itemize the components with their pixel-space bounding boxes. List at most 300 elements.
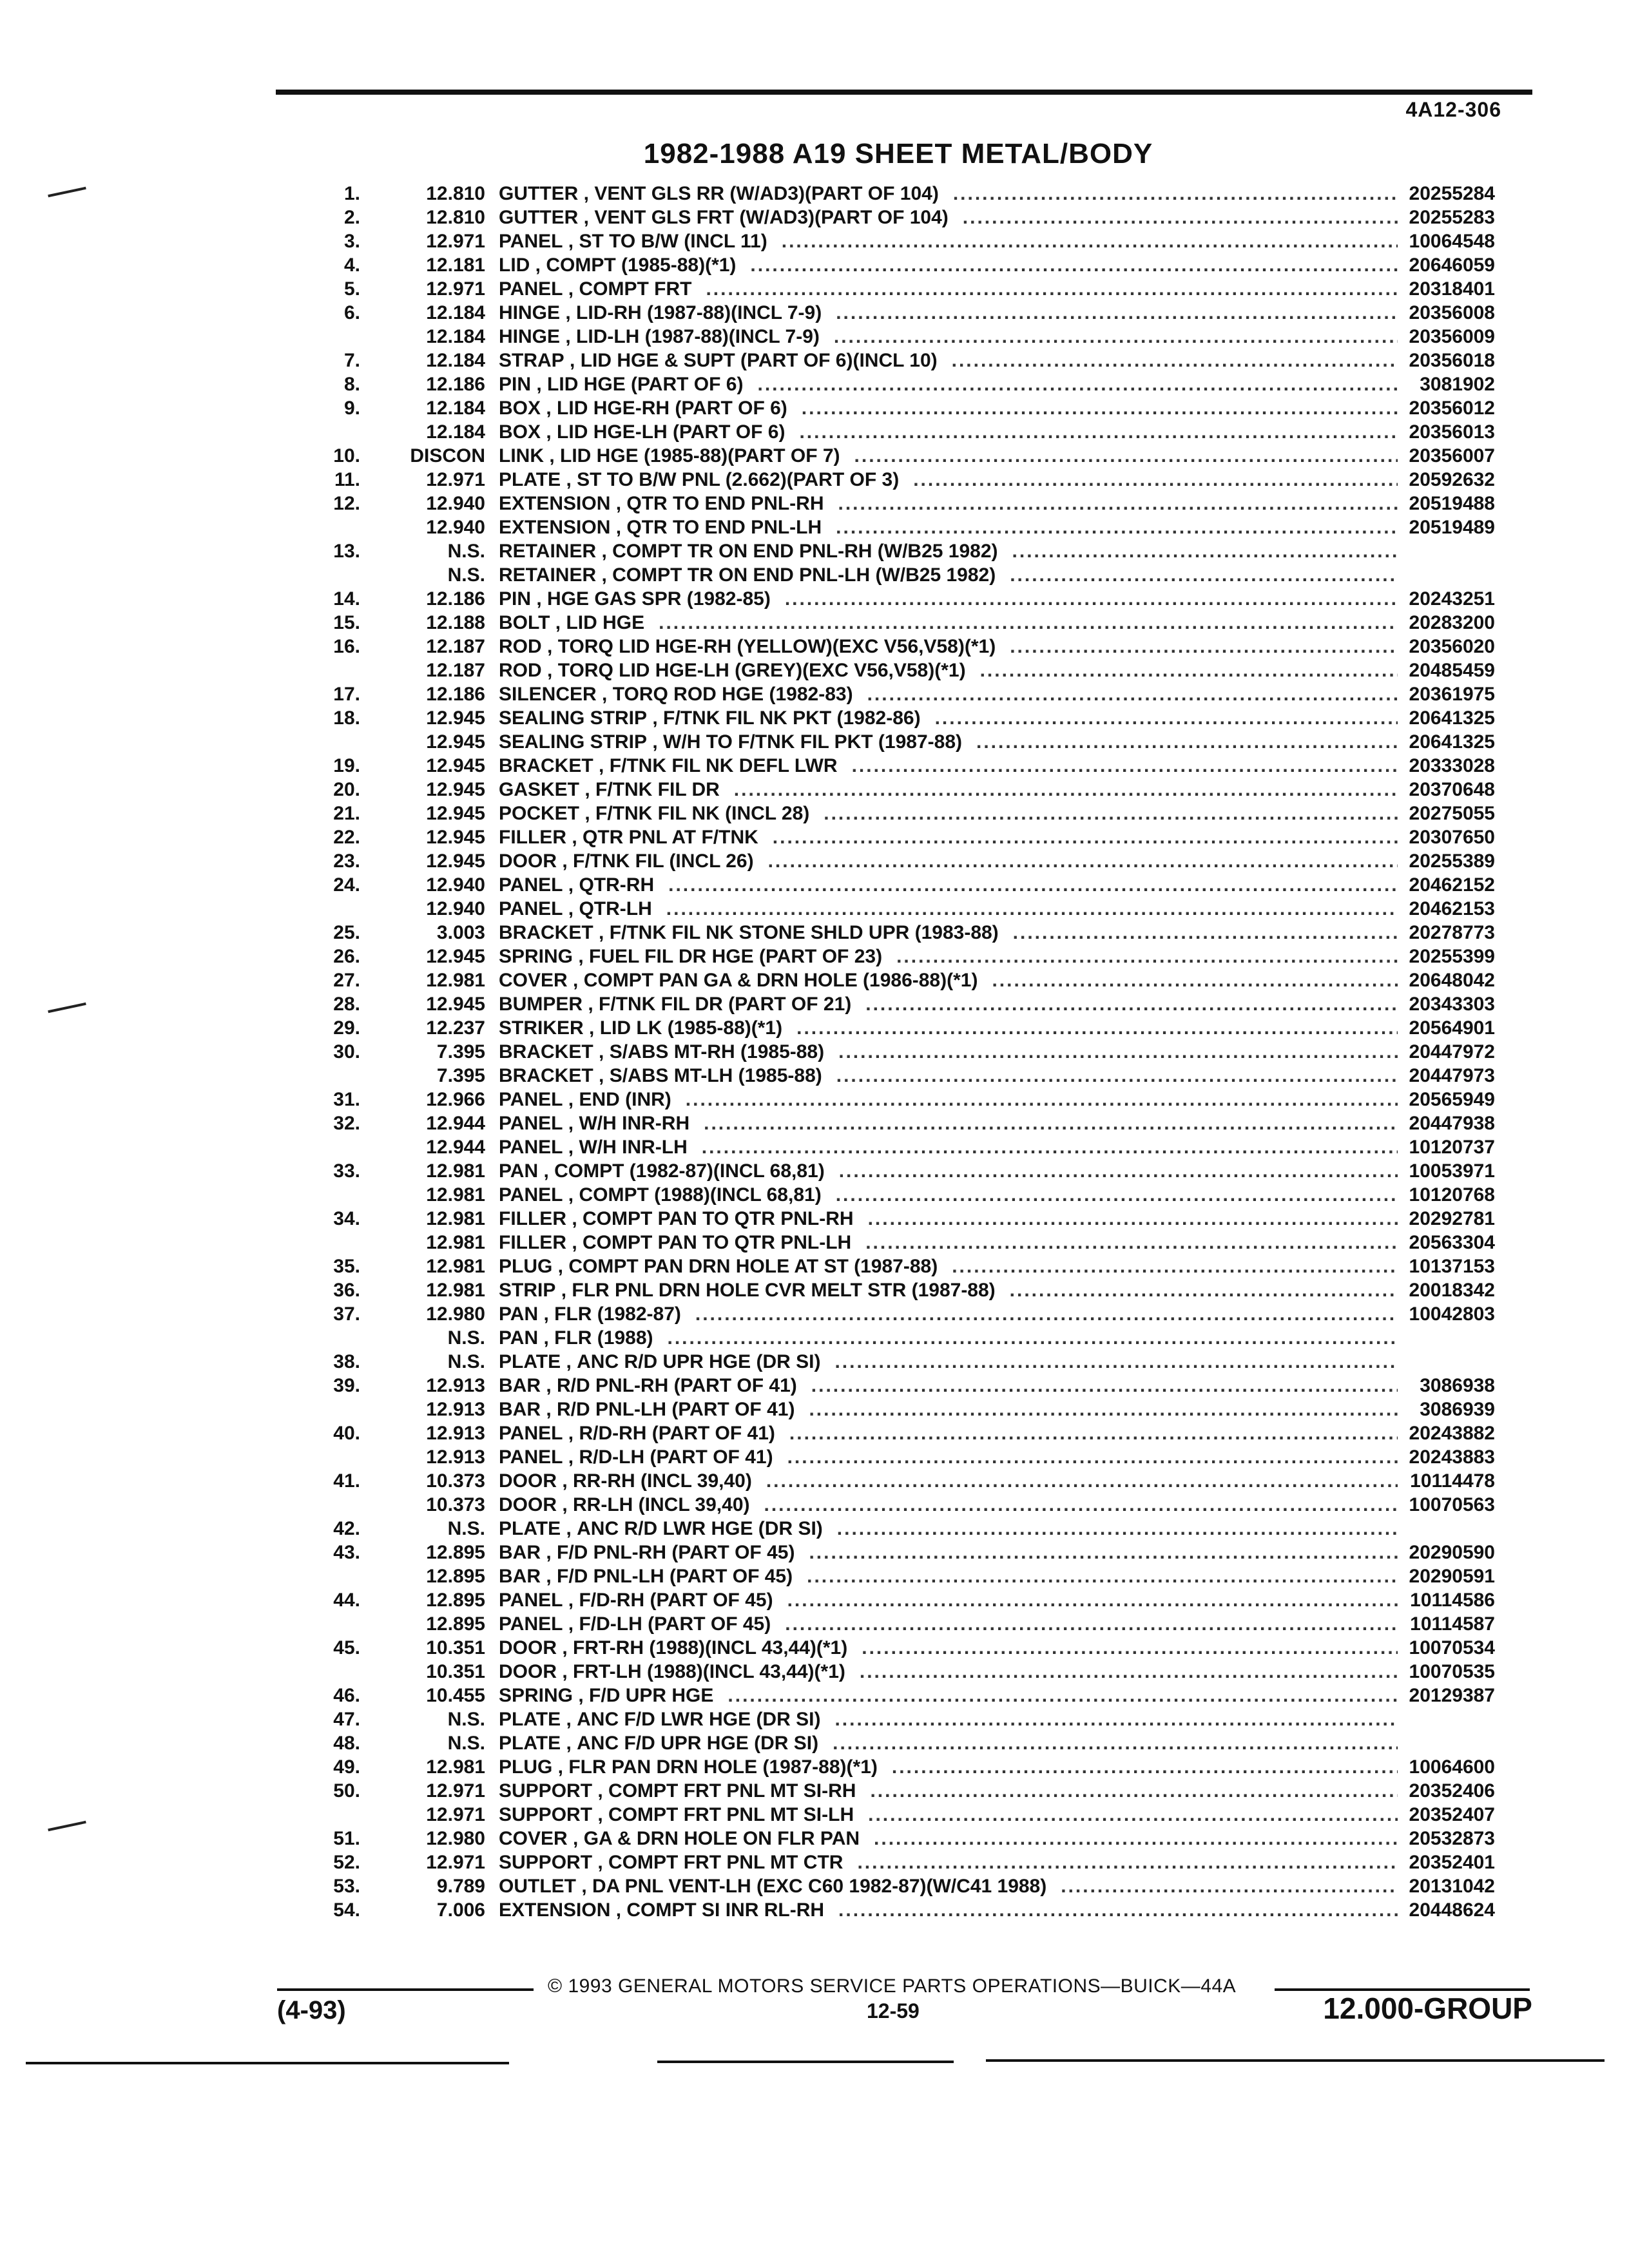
part-detail: RR-RH (INCL 39,40) (573, 1470, 752, 1492)
part-detail: F/TNK FIL NK PKT (1982-86) (663, 707, 921, 729)
part-row (0, 1707, 1629, 1731)
part-description (499, 372, 1398, 396)
part-number: 20462153 (1409, 898, 1495, 919)
dot-leader (837, 1517, 1398, 1541)
part-row (0, 1803, 1629, 1827)
part-name: BRACKET (499, 922, 593, 943)
group-number: 7.395 (436, 1065, 485, 1086)
part-description (499, 444, 1398, 468)
part-number: 10137153 (1409, 1256, 1495, 1277)
part-number: 10042803 (1409, 1303, 1495, 1325)
group-number: 12.186 (426, 684, 485, 705)
item-number: 51. (333, 1828, 360, 1849)
dot-leader (838, 1898, 1398, 1922)
part-description (499, 968, 1398, 992)
group-number: 12.184 (426, 398, 485, 419)
part-number: 20646059 (1409, 255, 1495, 276)
group-number: 12.895 (426, 1613, 485, 1635)
separator: , (583, 994, 599, 1015)
page-code: 4A12-306 (1405, 98, 1501, 121)
part-name: POCKET (499, 803, 580, 824)
dot-leader (868, 1207, 1398, 1231)
part-detail: QTR-LH (579, 898, 652, 919)
part-row (0, 1827, 1629, 1850)
part-detail: F/TNK FIL DR (595, 779, 720, 800)
dot-leader (854, 444, 1398, 468)
part-detail: COMPT PAN TO QTR PNL-LH (583, 1232, 852, 1253)
part-row (0, 1541, 1629, 1564)
separator: , (557, 1470, 574, 1492)
dot-leader (666, 897, 1398, 921)
part-name: GUTTER (499, 207, 579, 228)
dot-leader (1061, 1874, 1398, 1898)
dot-leader (1010, 1278, 1398, 1302)
part-name: PANEL (499, 1590, 563, 1611)
separator: , (592, 1780, 609, 1802)
item-number: 26. (333, 946, 360, 967)
item-number: 32. (333, 1113, 360, 1134)
part-detail: COMPT TR ON END PNL-RH (W/B25 1982) (612, 541, 998, 562)
dot-leader (668, 873, 1398, 897)
part-detail: S/ABS MT-RH (1985-88) (609, 1041, 825, 1062)
dot-leader (757, 372, 1398, 396)
item-number: 43. (333, 1542, 360, 1563)
part-row (0, 754, 1629, 778)
part-row (0, 1874, 1629, 1898)
part-name: PIN (499, 588, 532, 610)
part-description (499, 1159, 1398, 1183)
part-description (499, 1779, 1398, 1803)
part-detail: S/ABS MT-LH (1985-88) (609, 1065, 822, 1086)
separator: , (610, 517, 627, 538)
part-detail: LID HGE-LH (PART OF 6) (557, 421, 786, 443)
item-number: 5. (343, 278, 360, 300)
dot-leader (750, 253, 1398, 277)
separator: , (541, 1566, 557, 1587)
separator: , (538, 1160, 555, 1182)
part-description (499, 945, 1398, 968)
part-row (0, 1278, 1629, 1302)
item-number: 10. (333, 445, 360, 466)
part-name: BAR (499, 1542, 541, 1563)
part-detail: COMPT (1988)(INCL 68,81) (579, 1184, 822, 1206)
item-number: 29. (333, 1017, 360, 1039)
dot-leader (785, 1612, 1398, 1636)
item-number: 48. (333, 1733, 360, 1754)
group-number: 12.971 (426, 278, 485, 300)
dot-leader (768, 849, 1398, 873)
part-number: 10114478 (1410, 1470, 1495, 1492)
part-row (0, 802, 1629, 825)
group-number: 12.940 (426, 898, 485, 919)
item-number: 16. (333, 636, 360, 657)
dot-leader (862, 1636, 1398, 1660)
separator: , (579, 779, 596, 800)
part-detail: LID LK (1985-88)(*1) (599, 1017, 783, 1039)
part-number: 20448624 (1409, 1899, 1495, 1921)
part-description (499, 1731, 1398, 1755)
group-number: 12.971 (426, 231, 485, 252)
part-description (499, 992, 1398, 1016)
part-row (0, 1493, 1629, 1517)
dot-leader (980, 658, 1398, 682)
item-number: 42. (333, 1518, 360, 1539)
group-number: 12.981 (426, 1184, 485, 1206)
separator: , (552, 1256, 569, 1277)
part-description (499, 229, 1398, 253)
part-name: PLATE (499, 1709, 561, 1730)
part-detail: F/D PNL-LH (PART OF 45) (557, 1566, 793, 1587)
part-number: 20356008 (1409, 302, 1495, 323)
part-row (0, 945, 1629, 968)
part-row (0, 468, 1629, 492)
separator: , (566, 1232, 583, 1253)
revision-date: (4-93) (277, 1996, 346, 2024)
part-row (0, 1350, 1629, 1374)
group-number: 12.971 (426, 1804, 485, 1825)
part-name: BRACKET (499, 755, 593, 776)
group-number: 12.945 (426, 850, 485, 872)
separator: , (564, 350, 581, 371)
part-number: 20131042 (1409, 1876, 1495, 1897)
part-description (499, 778, 1398, 802)
dot-leader (787, 1445, 1398, 1469)
part-name: GASKET (499, 779, 580, 800)
group-number: 12.981 (426, 970, 485, 991)
item-number: 3. (343, 231, 360, 252)
part-description (499, 206, 1398, 229)
part-row (0, 873, 1629, 897)
part-detail: COMPT FRT PNL MT SI-RH (608, 1780, 856, 1802)
part-name: PANEL (499, 278, 563, 300)
separator: , (576, 1876, 593, 1897)
part-name: PLATE (499, 1733, 561, 1754)
separator: , (596, 541, 613, 562)
group-number: 12.945 (426, 755, 485, 776)
footer-rule-left (277, 1988, 534, 1991)
separator: , (578, 207, 595, 228)
part-detail: ST TO B/W PNL (2.662)(PART OF 3) (577, 469, 900, 490)
separator: , (561, 1733, 577, 1754)
part-number: 20447973 (1409, 1065, 1495, 1086)
part-number: 20290591 (1409, 1566, 1495, 1587)
group-number: 10.373 (426, 1470, 485, 1492)
page-title (0, 138, 1629, 170)
group-number: N.S. (447, 564, 485, 586)
part-detail: ANC F/D UPR HGE (DR SI) (577, 1733, 819, 1754)
part-description (499, 1660, 1398, 1684)
part-row (0, 325, 1629, 349)
part-detail: FLR PNL DRN HOLE CVR MELT STR (1987-88) (572, 1280, 996, 1301)
group-number: 12.971 (426, 1852, 485, 1873)
part-number: 10114586 (1410, 1590, 1495, 1611)
part-row (0, 1064, 1629, 1088)
part-detail: ANC F/D LWR HGE (DR SI) (577, 1709, 821, 1730)
part-number: 20292781 (1409, 1208, 1495, 1229)
part-description (499, 1564, 1398, 1588)
dot-leader (896, 945, 1398, 968)
part-detail: FLR PAN DRN HOLE (1987-88)(*1) (568, 1756, 878, 1778)
separator: , (557, 850, 574, 872)
dot-leader (834, 1707, 1398, 1731)
separator: , (563, 1184, 579, 1206)
group-number: 12.187 (426, 660, 485, 681)
dot-leader (789, 1421, 1398, 1445)
dot-leader (860, 1660, 1398, 1684)
part-description (499, 420, 1398, 444)
part-number: 20243883 (1409, 1446, 1495, 1468)
part-detail: QTR TO END PNL-LH (626, 517, 822, 538)
part-number: 20356007 (1409, 445, 1495, 466)
part-detail: GA & DRN HOLE ON FLR PAN (583, 1828, 860, 1849)
part-description (499, 825, 1398, 849)
part-row (0, 1421, 1629, 1445)
dot-leader (867, 682, 1398, 706)
dot-leader (824, 802, 1398, 825)
part-row (0, 1517, 1629, 1541)
group-number: 12.810 (426, 183, 485, 204)
part-row (0, 563, 1629, 587)
group-number: 12.945 (426, 731, 485, 753)
dot-leader (874, 1827, 1398, 1850)
separator: , (563, 1590, 579, 1611)
group-number: 12.940 (426, 874, 485, 896)
part-number: 20447938 (1409, 1113, 1495, 1134)
item-number: 39. (333, 1375, 360, 1396)
part-description (499, 1326, 1398, 1350)
part-description (499, 1445, 1398, 1469)
group-number: N.S. (447, 541, 485, 562)
part-name: DOOR (499, 1661, 557, 1682)
part-name: PANEL (499, 1113, 563, 1134)
part-description (499, 1612, 1398, 1636)
part-name: PLATE (499, 1351, 561, 1372)
item-number: 23. (333, 850, 360, 872)
part-row (0, 492, 1629, 515)
part-description (499, 1636, 1398, 1660)
bottom-rule (657, 2061, 954, 2063)
part-detail: COMPT (1985-88)(*1) (546, 255, 737, 276)
part-description (499, 1183, 1398, 1207)
group-number: 7.395 (436, 1041, 485, 1062)
part-number: 20243251 (1409, 588, 1495, 610)
part-detail: FRT-LH (1988)(INCL 43,44)(*1) (573, 1661, 845, 1682)
part-description (499, 1302, 1398, 1326)
dot-leader (702, 1135, 1398, 1159)
part-row (0, 658, 1629, 682)
part-detail: F/TNK FIL NK DEFL LWR (609, 755, 838, 776)
item-number: 47. (333, 1709, 360, 1730)
part-name: SUPPORT (499, 1852, 593, 1873)
part-name: PLATE (499, 469, 561, 490)
part-name: PANEL (499, 1613, 563, 1635)
dot-leader (836, 1183, 1398, 1207)
item-number: 52. (333, 1852, 360, 1873)
part-description (499, 325, 1398, 349)
dot-leader (1010, 635, 1398, 658)
part-name: SILENCER (499, 684, 597, 705)
part-number: 10070534 (1409, 1637, 1495, 1658)
part-number: 20519489 (1409, 517, 1495, 538)
item-number: 41. (333, 1470, 360, 1492)
item-number: 27. (333, 970, 360, 991)
part-name: RETAINER (499, 541, 597, 562)
group-number: 12.186 (426, 588, 485, 610)
part-row (0, 539, 1629, 563)
dot-leader (809, 1541, 1398, 1564)
dot-leader (839, 1159, 1398, 1183)
part-number: 3081902 (1420, 374, 1495, 395)
part-number: 20255399 (1409, 946, 1495, 967)
item-number: 50. (333, 1780, 360, 1802)
separator: , (552, 1756, 569, 1778)
part-detail: W/H INR-LH (579, 1137, 688, 1158)
part-row (0, 1469, 1629, 1493)
separator: , (561, 1709, 577, 1730)
item-number: 37. (333, 1303, 360, 1325)
group-number: 12.184 (426, 350, 485, 371)
group-number: 9.789 (436, 1876, 485, 1897)
page-title-text: 1982-1988 A19 SHEET METAL/BODY (643, 138, 1153, 169)
part-number: 20648042 (1409, 970, 1495, 991)
separator: , (573, 946, 590, 967)
part-row (0, 229, 1629, 253)
part-detail: RR-LH (INCL 39,40) (573, 1494, 750, 1515)
part-detail: COMPT FRT PNL MT CTR (608, 1852, 843, 1873)
group-number: 10.455 (426, 1685, 485, 1706)
part-name: BRACKET (499, 1065, 593, 1086)
part-row (0, 277, 1629, 301)
group-number: 12.980 (426, 1303, 485, 1325)
group-number: 3.003 (436, 922, 485, 943)
part-number: 3086939 (1420, 1399, 1495, 1420)
part-detail: LID-LH (1987-88)(INCL 7-9) (576, 326, 820, 347)
part-description (499, 1827, 1398, 1850)
part-number: 20361975 (1409, 684, 1495, 705)
part-detail: F/TNK FIL DR (PART OF 21) (599, 994, 852, 1015)
part-name: BOX (499, 398, 541, 419)
group-number: 12.186 (426, 374, 485, 395)
separator: , (610, 1899, 627, 1921)
part-number: 10064600 (1409, 1756, 1495, 1778)
separator: , (541, 421, 557, 443)
group-number: 12.945 (426, 707, 485, 729)
part-name: PANEL (499, 1423, 563, 1444)
separator: , (596, 684, 613, 705)
dot-leader (992, 968, 1398, 992)
separator: , (567, 970, 584, 991)
part-detail: W/H INR-RH (579, 1113, 690, 1134)
group-number: 12.895 (426, 1566, 485, 1587)
part-detail: COMPT FRT (579, 278, 692, 300)
group-number: 12.981 (426, 1232, 485, 1253)
part-description (499, 253, 1398, 277)
part-number: 20641325 (1409, 731, 1495, 753)
part-detail: QTR-RH (579, 874, 655, 896)
dot-leader (892, 1755, 1398, 1779)
part-row (0, 921, 1629, 945)
item-number: 25. (333, 922, 360, 943)
part-name: BRACKET (499, 1041, 593, 1062)
part-description (499, 1850, 1398, 1874)
part-row (0, 968, 1629, 992)
part-description (499, 921, 1398, 945)
part-detail: F/D PNL-RH (PART OF 45) (557, 1542, 795, 1563)
separator: , (563, 1613, 579, 1635)
group-number: 12.945 (426, 779, 485, 800)
separator: , (561, 469, 577, 490)
parts-list (0, 182, 1629, 1922)
part-row (0, 682, 1629, 706)
part-name: PLUG (499, 1756, 553, 1778)
item-number: 2. (343, 207, 360, 228)
part-row (0, 730, 1629, 754)
dot-leader (836, 1064, 1398, 1088)
part-number: 20641325 (1409, 707, 1495, 729)
part-name: DOOR (499, 1470, 557, 1492)
dot-leader (963, 206, 1398, 229)
part-description (499, 349, 1398, 372)
dot-leader (728, 1684, 1398, 1707)
dot-leader (782, 229, 1398, 253)
part-row (0, 349, 1629, 372)
separator: , (557, 1494, 574, 1515)
part-name: BAR (499, 1375, 541, 1396)
part-row (0, 611, 1629, 635)
group-number: N.S. (447, 1733, 485, 1754)
dot-leader (857, 1850, 1398, 1874)
item-number: 45. (333, 1637, 360, 1658)
item-number: 38. (333, 1351, 360, 1372)
part-description (499, 1493, 1398, 1517)
part-description (499, 1278, 1398, 1302)
part-name: PANEL (499, 1446, 563, 1468)
part-number: 20519488 (1409, 493, 1495, 514)
part-number: 20343303 (1409, 994, 1495, 1015)
dot-leader (935, 706, 1398, 730)
part-description (499, 1135, 1398, 1159)
part-description (499, 658, 1398, 682)
part-detail: F/TNK FIL (INCL 26) (573, 850, 754, 872)
part-description (499, 277, 1398, 301)
group-number: 12.981 (426, 1756, 485, 1778)
part-description (499, 396, 1398, 420)
part-detail: F/D-RH (PART OF 45) (579, 1590, 773, 1611)
part-detail: QTR PNL AT F/TNK (583, 827, 758, 848)
separator: , (592, 1852, 609, 1873)
group-number: 12.913 (426, 1446, 485, 1468)
dot-leader (706, 277, 1398, 301)
separator: , (563, 231, 579, 252)
part-description (499, 182, 1398, 206)
part-number: 20485459 (1409, 660, 1495, 681)
part-number: 20462152 (1409, 874, 1495, 896)
part-name: EXTENSION (499, 1899, 611, 1921)
separator: , (566, 1208, 583, 1229)
part-name: STRAP (499, 350, 564, 371)
separator: , (563, 1089, 579, 1110)
part-detail: QTR TO END PNL-RH (626, 493, 824, 514)
part-name: OUTLET (499, 1876, 576, 1897)
separator: , (596, 564, 613, 586)
part-description (499, 1684, 1398, 1707)
group-number: 12.184 (426, 326, 485, 347)
separator: , (593, 922, 610, 943)
group-number: 12.945 (426, 994, 485, 1015)
part-number: 10064548 (1409, 231, 1495, 252)
copyright-notice: © 1993 GENERAL MOTORS SERVICE PARTS OPERATIONS—BUICK—44A (548, 1975, 1237, 1997)
dot-leader (764, 1493, 1398, 1517)
